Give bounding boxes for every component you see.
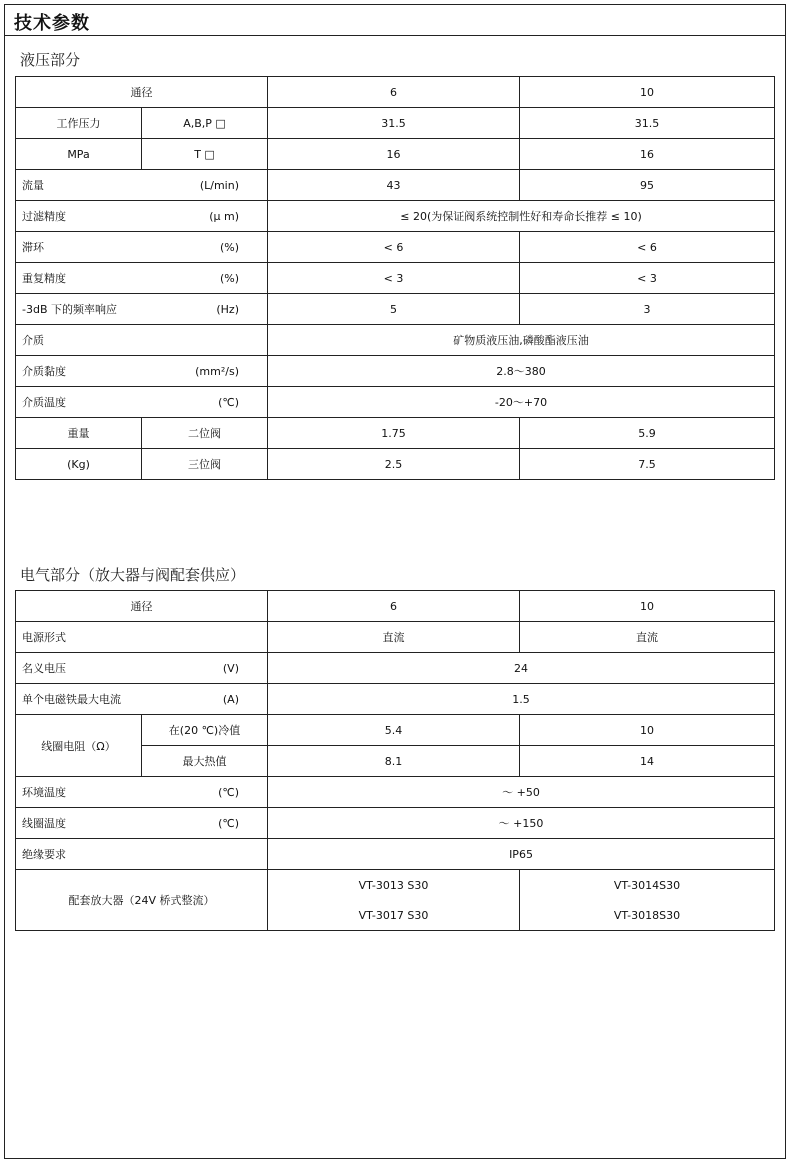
medium-temp-unit: (℃) (218, 395, 239, 409)
weight-label: 重量 (16, 418, 142, 449)
resistance-r2v2: 14 (520, 746, 775, 777)
table-row (16, 684, 775, 715)
table-row (16, 870, 775, 931)
filter-label-cell (16, 201, 268, 232)
freq-unit: (Hz) (216, 302, 239, 316)
current-unit: (A) (222, 692, 239, 706)
table-row (16, 356, 775, 387)
work-pressure-sub1: A,B,P □ (142, 108, 268, 139)
table-row (16, 139, 775, 170)
voltage-label: 名义电压 (22, 662, 66, 675)
page-title: 技术参数 (14, 13, 90, 34)
coil-temp-label-cell (16, 808, 268, 839)
ambient-temp-unit: (℃) (218, 785, 239, 799)
flow-v2: 95 (520, 170, 775, 201)
flow-unit: (L/min) (199, 178, 239, 192)
filter-label: 过滤精度 (22, 210, 66, 223)
filter-unit: (μ m) (209, 209, 239, 223)
table-row (16, 653, 775, 684)
work-pressure-r1v1: 31.5 (268, 108, 520, 139)
current-label: 单个电磁铁最大电流 (22, 693, 121, 706)
hysteresis-v2: < 6 (520, 232, 775, 263)
resistance-sub1: 在(20 ℃)冷值 (142, 715, 268, 746)
weight-sub1: 二位阀 (142, 418, 268, 449)
current-label-cell (16, 684, 268, 715)
header-label: 通径 (16, 77, 268, 108)
repeat-unit: (%) (219, 271, 239, 285)
viscosity-value: 2.8～380 (268, 356, 775, 387)
medium-label: 介质 (16, 325, 268, 356)
viscosity-label-cell (16, 356, 268, 387)
table-row (16, 839, 775, 870)
ambient-temp-label-cell (16, 777, 268, 808)
medium-temp-label: 介质温度 (22, 396, 66, 409)
viscosity-label: 介质黏度 (22, 365, 66, 378)
hysteresis-unit: (%) (219, 240, 239, 254)
freq-v2: 3 (520, 294, 775, 325)
voltage-value: 24 (268, 653, 775, 684)
table-row (16, 201, 775, 232)
resistance-sub2: 最大热值 (142, 746, 268, 777)
work-pressure-r1v2: 31.5 (520, 108, 775, 139)
repeat-v1: < 3 (268, 263, 520, 294)
table-row (16, 387, 775, 418)
freq-label-cell (16, 294, 268, 325)
ambient-temp-value: ～ +50 (268, 777, 775, 808)
medium-temp-value: -20～+70 (268, 387, 775, 418)
hydraulic-section-title: 液压部分 (20, 51, 81, 69)
filter-value: ≤ 20(为保证阀系统控制性好和寿命长推荐 ≤ 10) (268, 201, 775, 232)
weight-r2v1: 2.5 (268, 449, 520, 480)
hysteresis-label: 滞环 (22, 241, 44, 254)
electrical-section-title: 电气部分（放大器与阀配套供应） (20, 566, 246, 584)
hydraulic-table (15, 76, 775, 480)
electrical-table (15, 590, 775, 931)
table-row (16, 715, 775, 746)
current-value: 1.5 (268, 684, 775, 715)
table-row (16, 170, 775, 201)
coil-temp-value: ～ +150 (268, 808, 775, 839)
freq-label: -3dB 下的频率响应 (22, 303, 117, 316)
amplifier-size-10-cell (520, 870, 775, 931)
freq-v1: 5 (268, 294, 520, 325)
header-size-10: 10 (520, 591, 775, 622)
work-pressure-r2v2: 16 (520, 139, 775, 170)
header-size-10: 10 (520, 77, 775, 108)
coil-temp-label: 线圈温度 (22, 817, 66, 830)
voltage-label-cell (16, 653, 268, 684)
resistance-r1v1: 5.4 (268, 715, 520, 746)
table-row (16, 808, 775, 839)
weight-r1v1: 1.75 (268, 418, 520, 449)
voltage-unit: (V) (222, 661, 239, 675)
header-size-6: 6 (268, 591, 520, 622)
viscosity-unit: (mm²/s) (195, 364, 239, 378)
table-row (16, 449, 775, 480)
table-row (16, 591, 775, 622)
resistance-r1v2: 10 (520, 715, 775, 746)
work-pressure-unit: MPa (16, 139, 142, 170)
repeat-label-cell (16, 263, 268, 294)
table-row (16, 777, 775, 808)
table-row (16, 77, 775, 108)
hysteresis-v1: < 6 (268, 232, 520, 263)
insulation-value: IP65 (268, 839, 775, 870)
flow-v1: 43 (268, 170, 520, 201)
amplifier-v2a: VT-3014S30 (613, 878, 681, 892)
table-row (16, 232, 775, 263)
power-v2: 直流 (520, 622, 775, 653)
page-header (5, 5, 785, 36)
table-row (16, 263, 775, 294)
hysteresis-label-cell (16, 232, 268, 263)
amplifier-v2b: VT-3018S30 (613, 908, 681, 922)
table-row (16, 622, 775, 653)
header-label: 通径 (16, 591, 268, 622)
flow-label-cell (16, 170, 268, 201)
amplifier-size-6-cell (268, 870, 520, 931)
weight-r2v2: 7.5 (520, 449, 775, 480)
medium-value: 矿物质液压油,磷酸酯液压油 (268, 325, 775, 356)
table-row (16, 418, 775, 449)
weight-sub2: 三位阀 (142, 449, 268, 480)
resistance-label: 线圈电阻（Ω） (16, 715, 142, 777)
table-row (16, 325, 775, 356)
ambient-temp-label: 环境温度 (22, 786, 66, 799)
flow-label: 流量 (22, 179, 44, 192)
repeat-label: 重复精度 (22, 272, 66, 285)
work-pressure-r2v1: 16 (268, 139, 520, 170)
table-row (16, 108, 775, 139)
weight-unit: (Kg) (16, 449, 142, 480)
table-row (16, 294, 775, 325)
weight-r1v2: 5.9 (520, 418, 775, 449)
power-label: 电源形式 (16, 622, 268, 653)
insulation-label: 绝缘要求 (16, 839, 268, 870)
amplifier-label: 配套放大器（24V 桥式整流） (16, 870, 268, 931)
amplifier-v1b: VT-3017 S30 (358, 908, 429, 922)
work-pressure-sub2: T □ (142, 139, 268, 170)
header-size-6: 6 (268, 77, 520, 108)
resistance-r2v1: 8.1 (268, 746, 520, 777)
amplifier-v1a: VT-3013 S30 (358, 878, 429, 892)
medium-temp-label-cell (16, 387, 268, 418)
repeat-v2: < 3 (520, 263, 775, 294)
coil-temp-unit: (℃) (218, 816, 239, 830)
power-v1: 直流 (268, 622, 520, 653)
work-pressure-label: 工作压力 (16, 108, 142, 139)
